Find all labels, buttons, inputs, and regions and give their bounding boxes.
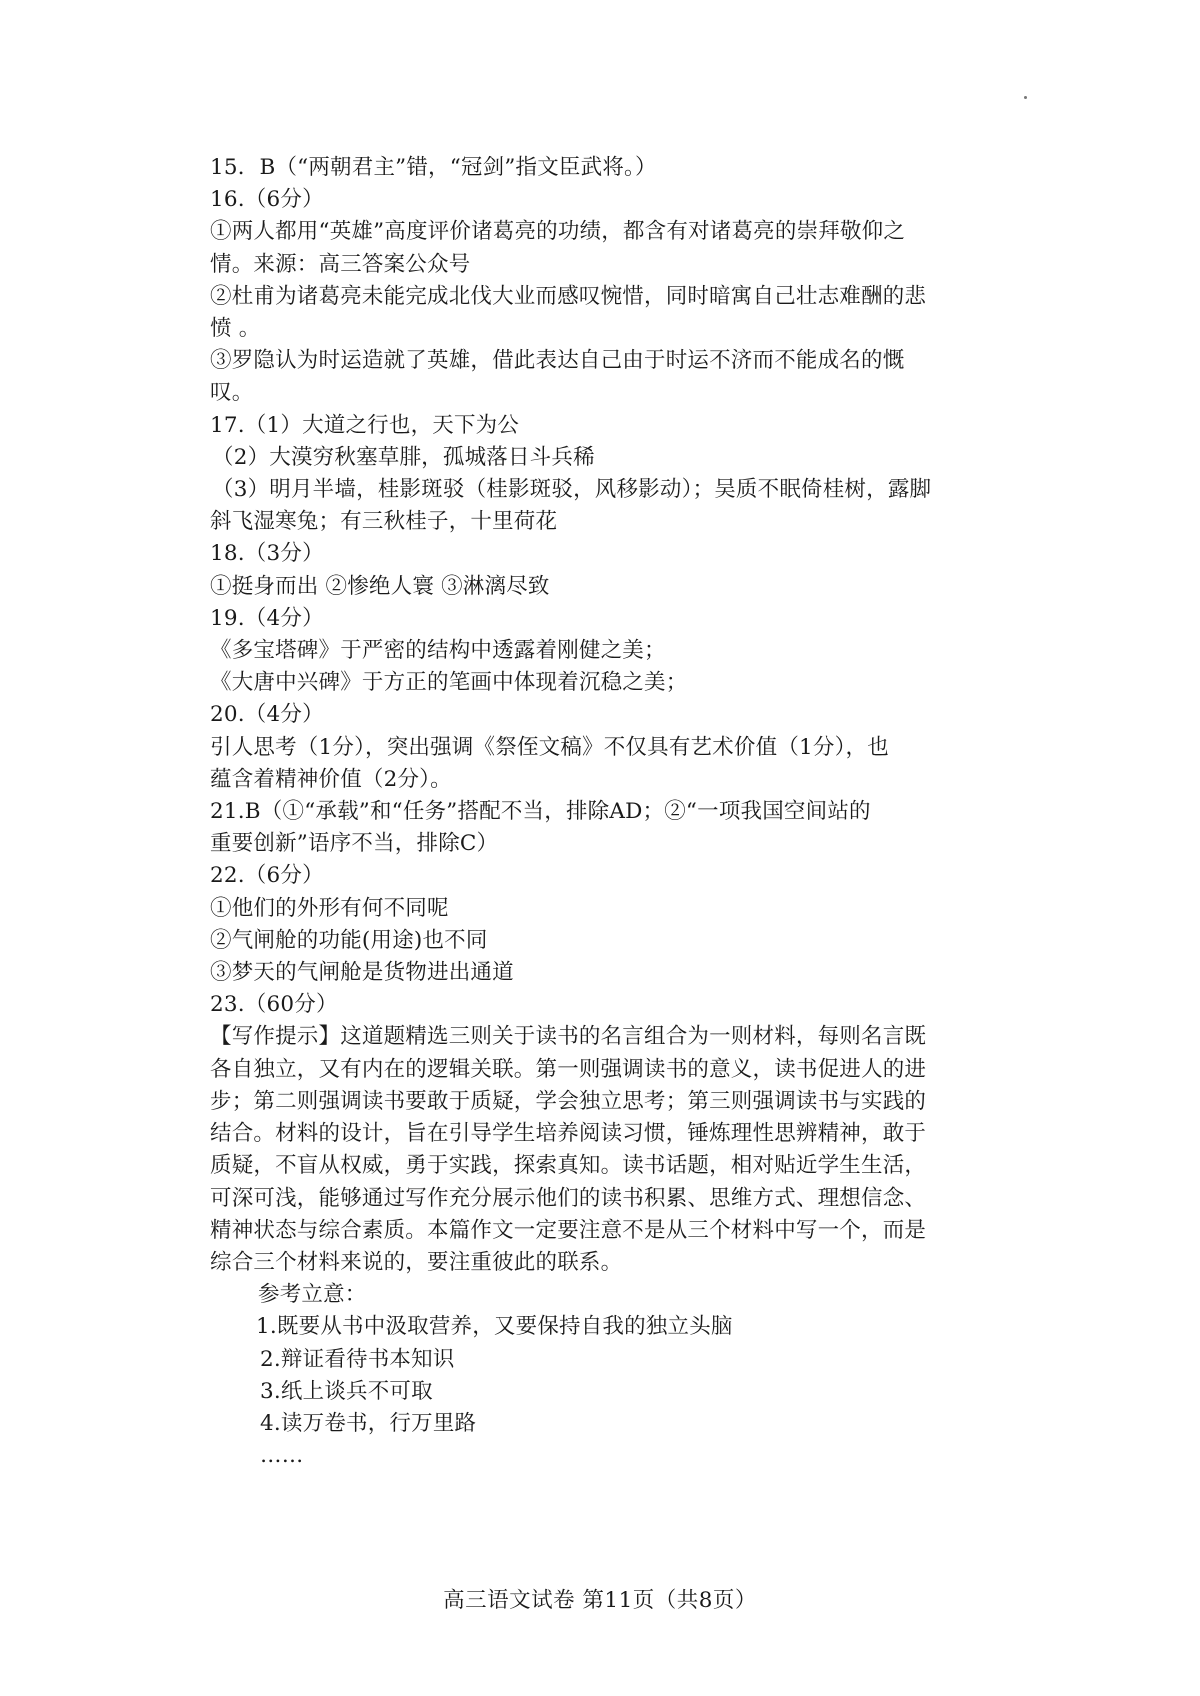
text-line: 15．B（“两朝君主”错，“冠剑”指文臣武将。）	[210, 155, 657, 180]
text-line: ③梦天的气闸舱是货物进出通道	[210, 960, 514, 986]
text-line: 2.辩证看待书本知识	[260, 1346, 455, 1372]
text-line: （3）明月半墙，桂影斑驳（桂影斑驳，风移影动）；吴质不眠倚桂树，露脚	[212, 477, 932, 503]
text-line: ①两人都用“英雄”高度评价诸葛亮的功绩，都含有对诸葛亮的崇拜敬仰之	[210, 219, 906, 245]
text-line: 【写作提示】这道题精选三则关于读书的名言组合为一则材料，每则名言既	[210, 1024, 927, 1050]
answer-key-body	[210, 152, 1010, 1472]
text-line: 可深可浅，能够通过写作充分展示他们的读书积累、思维方式、理想信念、	[210, 1185, 927, 1211]
text-line: 质疑，不盲从权威，勇于实践，探索真知。读书话题，相对贴近学生生活，	[210, 1153, 927, 1179]
text-line: 愤 。	[210, 316, 261, 342]
text-line: 18.（3分）	[210, 541, 324, 567]
text-line: 综合三个材料来说的，要注重彼此的联系。	[210, 1249, 623, 1275]
text-line: 斜飞湿寒兔；有三秋桂子，十里荷花	[210, 509, 558, 535]
text-line: ③罗隐认为时运造就了英雄，借此表达自己由于时运不济而不能成名的慨	[210, 348, 905, 374]
scan-speck	[1024, 96, 1027, 99]
text-line: 16.（6分）	[210, 187, 324, 213]
text-line: 蕴含着精神价值（2分）。	[210, 766, 452, 792]
text-line: 结合。材料的设计，旨在引导学生培养阅读习惯，锤炼理性思辨精神，敢于	[210, 1121, 927, 1147]
text-line: （2）大漠穷秋塞草腓，孤城落日斗兵稀	[212, 444, 595, 470]
text-line: 《大唐中兴碑》于方正的笔画中体现着沉稳之美；	[210, 670, 688, 696]
page-footer: 高三语文试卷 第11页（共8页）	[443, 1588, 757, 1613]
text-line: 23.（60分）	[210, 992, 338, 1018]
text-line: ……	[260, 1443, 304, 1469]
text-line: 各自独立，又有内在的逻辑关联。第一则强调读书的意义，读书促进人的进	[210, 1056, 927, 1082]
text-line: 《多宝塔碑》于严密的结构中透露着刚健之美；	[210, 638, 666, 664]
text-line: 参考立意：	[258, 1282, 367, 1308]
text-line: 重要创新”语序不当，排除C）	[210, 831, 499, 857]
text-line: 1.既要从书中汲取营养，又要保持自我的独立头脑	[256, 1314, 733, 1340]
text-line: 17.（1）大道之行也，天下为公	[210, 412, 520, 438]
text-line: ①他们的外形有何不同呢	[210, 895, 449, 921]
text-line: 情。来源：高三答案公众号	[210, 251, 471, 277]
text-line: 20.（4分）	[210, 702, 324, 728]
text-line: ②杜甫为诸葛亮未能完成北伐大业而感叹惋惜，同时暗寓自己壮志难酬的悲	[210, 283, 927, 309]
text-line: 4.读万卷书，行万里路	[260, 1410, 477, 1436]
text-line: 引人思考（1分），突出强调《祭侄文稿》不仅具有艺术价值（1分），也	[210, 734, 889, 760]
text-line: ②气闸舱的功能(用途)也不同	[210, 927, 488, 953]
text-line: 22.（6分）	[210, 863, 324, 889]
text-line: 步；第二则强调读书要敢于质疑，学会独立思考；第三则强调读书与实践的	[210, 1088, 927, 1114]
text-line: 19.（4分）	[210, 605, 324, 631]
text-line: 21.B（①“承载”和“任务”搭配不当，排除AD；②“一项我国空间站的	[210, 799, 871, 825]
text-line: ①挺身而出 ②惨绝人寰 ③淋漓尽致	[210, 573, 550, 599]
text-line: 3.纸上谈兵不可取	[260, 1378, 433, 1404]
text-line: 精神状态与综合素质。本篇作文一定要注意不是从三个材料中写一个，而是	[210, 1217, 927, 1243]
text-line: 叹。	[210, 380, 254, 406]
